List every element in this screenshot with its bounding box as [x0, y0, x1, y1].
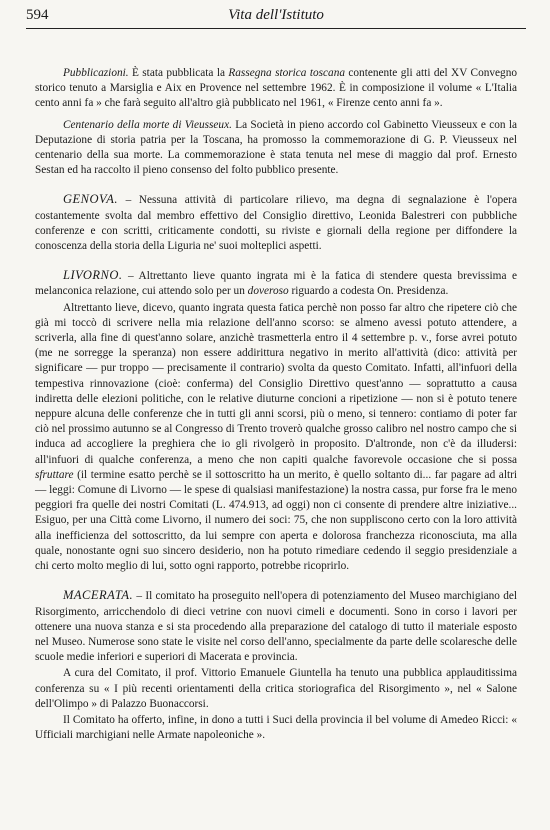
- livorno-paragraph-2: [35, 301, 517, 575]
- livorno-p2-a: Altrettanto lieve, dicevo, quanto ingrata questa fatica perchè non posso far altro che ripetere ciò che già mi toccò di scrivere nella mia relazione dell'anno scorso: se almeno avessi potuto attendere, a scriverla, alla fine di quest'anno solare, anzichè trasmetterla entro il 4 settembre p. v., forse avrei potuto (me ne sorregge la speranza) non essere addirittura negativo in merito all'attività (dico: attività per significare — pur troppo — precisamente il contrario) svolta da questo Comitato. Infatti, all'infuori della tempestiva rinnovazione (cioè: conferma) del Consiglio Direttivo quest'anno — soprattutto a causa indiretta delle elezioni politiche, con le relative diuturne concioni a ripetizione — non si è potuto tenere neppure alcuna delle conferenze che in tutti gli anni scorsi, più o meno, si tennero: contiamo di poter far ciò nel prossimo autunno se al Congresso di Trento troverò qualche grosso calibro nel nostro campo che si induca ad accogliere la preghiera che io gli rivolgerò in proposito. D'altronde, non c'è da illudersi: all'infuori di qualche conferenza, a meno che non capiti qualche favorevole occasione che si possa: [35, 301, 517, 466]
- genova-paragraph: [35, 192, 517, 254]
- page-header: [26, 6, 526, 29]
- livorno-text-b: riguardo a codesta On. Presidenza.: [288, 285, 449, 298]
- centenario-text: La Società in pieno accordo col Gabinetto Vieusseux e con la Deputazione di storia patria per la Toscana, ha promosso la commemorazione di G. P. Vieusseux nel centenario della sua morte. La commemorazione è stata tenuta nel mese di maggio dal prof. Ernesto Sestan ed ha raccolto il pieno consenso del folto pubblico presente.: [35, 118, 518, 177]
- pubblicazioni-paragraph: [35, 66, 517, 112]
- journal-title: Rassegna storica toscana: [228, 67, 345, 79]
- page-number: 594: [26, 7, 49, 23]
- genova-heading: GENOVA.: [63, 192, 118, 207]
- macerata-text: – Il comitato ha proseguito nell'opera di potenziamento del Museo marchigiano del Risorgimento, arricchendolo di dieci vetrine con nuovi cimeli e documenti. Sono in corso i lavori per ottenere una nuova stanza e si sta procedendo alla preparazione del catalogo di tutto il materiale esposto nel Museo. Numerose sono state le visite nel corso dell'anno, specialmente da parte delle scolaresche delle scuole medie inferiori e superiori di Macerata e provincia.: [35, 590, 517, 664]
- livorno-p2-b: (il termine esatto perchè se il sottoscritto ha un merito, è quello soltanto di... far pagare ad altri — leggi: Comune di Livorno — le spese di qualsiasi manifestazione) la nostra cassa, pur forse fra le meno peggiori fra quelle dei nostri Comitati (L. 474.913, ad oggi) non ci consente di prendere altre iniziative... Esiguo, per una Città come Livorno, il numero dei soci: 75, che non suppliscono certo con la loro attività alla inefficienza del sottoscritto, da lui sempre con aperta e dolorosa franchezza riconosciuta, ma alla quale, nonostante ogni suo sincero desiderio, non ha potuto rimediare cedendo il seggio presidenziale a chi certo molto meglio di lui, sotto ogni rapporto, potrebbe ricoprirlo.: [35, 468, 517, 573]
- pubblicazioni-lead: Pubblicazioni.: [63, 67, 129, 79]
- macerata-paragraph-3: Il Comitato ha offerto, infine, in dono a tutti i Suci della provincia il bel volume di Amedeo Ricci: « Ufficiali marchigiani nelle Armate napoleoniche ».: [35, 713, 517, 742]
- macerata-heading: MACERATA.: [63, 588, 134, 603]
- centenario-paragraph: [35, 118, 517, 179]
- page-body: [35, 66, 517, 743]
- centenario-lead: Centenario della morte di Vieusseux.: [63, 118, 232, 131]
- running-title: Vita dell'Istituto: [228, 7, 324, 23]
- genova-text: – Nessuna attività di particolare rilievo, ma degna di segnalazione è l'opera costantemente svolta dal membro effettivo del Consiglio direttivo, Leonida Balestreri con pubbliche conferenze e con scritti, criticamente condotti, su riviste e giornali della regione per diffondere la conoscenza della storia della Liguria ne' suoi molteplici aspetti.: [35, 194, 517, 253]
- livorno-heading: LIVORNO.: [63, 268, 123, 283]
- pubblicazioni-text-a: È stata pubblicata la: [128, 67, 229, 79]
- livorno-text-a: – Altrettanto lieve quanto ingrata mi è la fatica di stendere questa brevissima e melanconica relazione, cui attendo solo per un: [35, 270, 517, 298]
- livorno-doveroso: doveroso: [247, 285, 289, 298]
- pubblicazioni-text-b: contenente gli atti del XV Convegno storico tenuto a Marsiglia e Aix en Provence nel settembre 1962. È in composizione il volume « L'Italia cento anni fa » che farà seguito all'altro già pubblicato nel 1961, « Firenze cento anni fa ».: [35, 67, 517, 110]
- macerata-paragraph-2: A cura del Comitato, il prof. Vittorio Emanuele Giuntella ha tenuto una pubblica applauditissima conferenza su « I più recenti orientamenti della critica storiografica del Risorgimento », nel « Salone dell'Olimpo » di Palazzo Buonaccorsi.: [35, 667, 517, 710]
- macerata-paragraph: [35, 588, 517, 665]
- livorno-paragraph: [35, 268, 517, 299]
- livorno-sfruttare: sfruttare: [35, 468, 74, 481]
